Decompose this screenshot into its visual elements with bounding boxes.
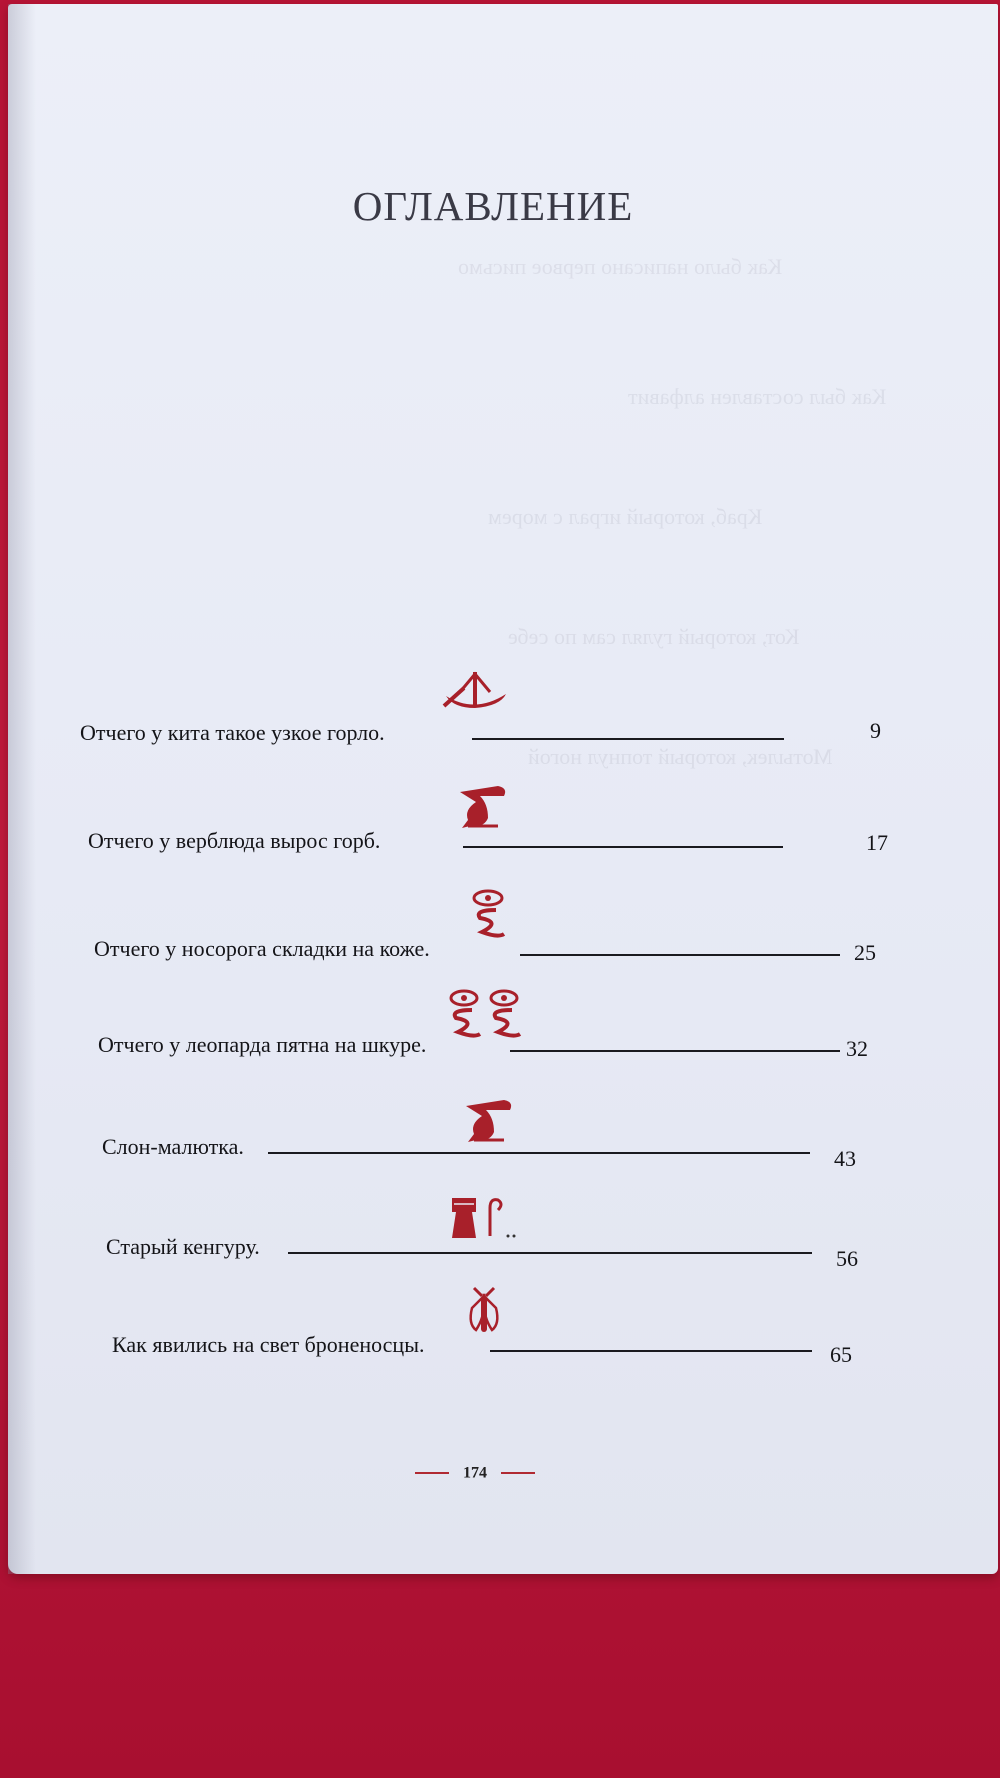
toc-entry[interactable]	[94, 926, 914, 966]
toc-entry-page: 17	[866, 830, 888, 855]
toc-entry-title: Старый кенгуру.	[106, 1234, 260, 1259]
toc-entry-page: 9	[870, 718, 881, 743]
leader-line	[463, 846, 783, 848]
leader-line	[520, 954, 840, 956]
toc-entry-title: Как явились на свет броненосцы.	[112, 1332, 425, 1357]
footer-dash-left	[415, 1472, 449, 1474]
leader-line	[510, 1050, 840, 1052]
leader-line	[490, 1350, 812, 1352]
toc-entry[interactable]	[88, 818, 908, 858]
page-shadow	[8, 4, 36, 1574]
toc-entry-page: 25	[854, 940, 876, 965]
toc-entry-title: Отчего у леопарда пятна на шкуре.	[98, 1032, 427, 1057]
toc-entry-page: 43	[834, 1146, 856, 1171]
toc-entry[interactable]	[102, 1124, 922, 1171]
leader-line	[268, 1152, 810, 1154]
toc-entry[interactable]	[112, 1322, 932, 1367]
leader-line	[472, 738, 784, 740]
footer-dash-right	[501, 1472, 535, 1474]
toc-entry-title: Отчего у кита такое узкое горло.	[80, 720, 385, 745]
leader-line	[288, 1252, 812, 1254]
toc-entry-title: Слон-малютка.	[102, 1134, 244, 1159]
page-title: ОГЛАВЛЕНИЕ	[352, 183, 634, 229]
toc-entry-page: 56	[836, 1246, 858, 1271]
toc-entry-page: 32	[846, 1036, 868, 1061]
page-number: 174	[463, 1464, 487, 1482]
page-footer	[0, 1464, 970, 1482]
book-page: Как было написано первое письмо Как был составлен алфавит Краб, который играл с морем Кот, который гулял сам по себе Мотылек, который топнул ногой ОГЛАВЛЕНИЕ Отчего у кита такое узкое горло. 9 Отчего у верблюда вырос горб. 17 Отчего у носорога складки на коже. 25 Отчего у леопарда пятна на шкуре. 32 Слон-малютка. 43 Старый кенгуру. 56 Как явились на свет броненосцы. 65 174	[8, 4, 998, 1574]
toc-entry-page: 65	[830, 1342, 852, 1367]
toc-entry[interactable]	[106, 1224, 926, 1271]
toc-entry[interactable]	[98, 1022, 918, 1062]
toc-entry-title: Отчего у носорога складки на коже.	[94, 936, 430, 961]
toc-entry[interactable]	[80, 710, 900, 750]
toc-entry-title: Отчего у верблюда вырос горб.	[88, 828, 381, 853]
